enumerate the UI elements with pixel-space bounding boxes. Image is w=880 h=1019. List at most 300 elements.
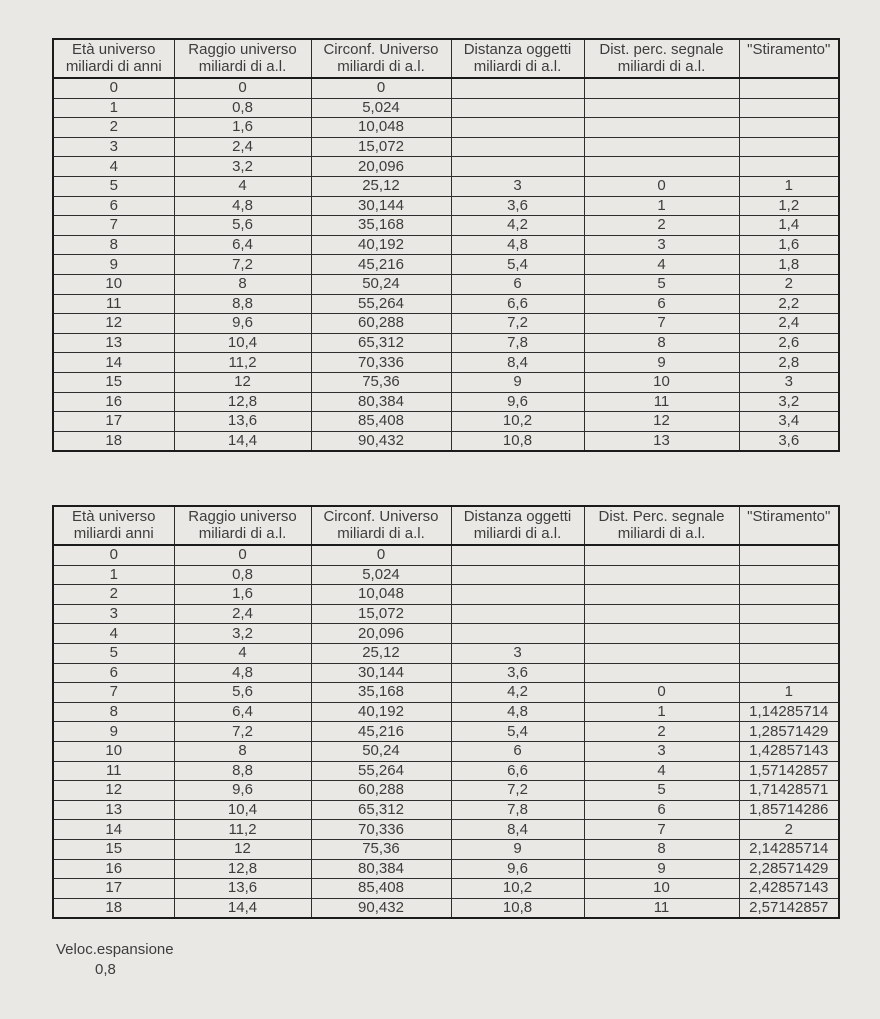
table-cell: 5,4 (451, 255, 584, 275)
table-cell: 1 (739, 176, 839, 196)
column-header (53, 39, 174, 78)
table-cell: 11 (53, 761, 174, 781)
table-cell: 0 (53, 78, 174, 98)
column-unit: miliardi di a.l. (198, 525, 287, 542)
table-cell: 35,168 (311, 216, 451, 236)
table-cell: 75,36 (311, 839, 451, 859)
table-cell (584, 663, 739, 683)
table-cell: 12 (53, 314, 174, 334)
table-cell: 0 (311, 545, 451, 565)
table-cell: 2 (584, 722, 739, 742)
table-cell (739, 663, 839, 683)
table-cell: 3,2 (174, 157, 311, 177)
table-cell: 4 (174, 643, 311, 663)
table-cell: 7,8 (451, 800, 584, 820)
table-cell: 2,6 (739, 333, 839, 353)
table-cell (451, 565, 584, 585)
table-cell (451, 624, 584, 644)
table-cell: 0 (53, 545, 174, 565)
table-cell (451, 545, 584, 565)
table-cell: 25,12 (311, 176, 451, 196)
table-cell: 3,6 (451, 196, 584, 216)
table-cell: 7 (584, 314, 739, 334)
table-row (53, 216, 839, 236)
table-cell (739, 98, 839, 118)
table-cell: 0,8 (174, 98, 311, 118)
table-row (53, 333, 839, 353)
table-cell: 5,6 (174, 216, 311, 236)
table-row (53, 663, 839, 683)
table-cell: 2,8 (739, 353, 839, 373)
table-cell: 3 (584, 741, 739, 761)
table-row (53, 820, 839, 840)
table-cell: 6 (584, 294, 739, 314)
table-cell: 2,14285714 (739, 839, 839, 859)
table-cell: 3 (53, 604, 174, 624)
table-row (53, 118, 839, 138)
column-header (311, 39, 451, 78)
table-cell: 10,2 (451, 412, 584, 432)
table-cell: 8 (174, 741, 311, 761)
table-cell: 4,2 (451, 683, 584, 703)
table-cell: 6 (451, 274, 584, 294)
column-header (451, 506, 584, 545)
table-cell: 5 (53, 176, 174, 196)
table-cell: 50,24 (311, 741, 451, 761)
table-cell: 7,2 (174, 255, 311, 275)
column-title: Raggio universo (188, 508, 297, 525)
table-cell: 17 (53, 879, 174, 899)
table-cell: 20,096 (311, 624, 451, 644)
table-cell: 2 (739, 274, 839, 294)
table-cell (584, 137, 739, 157)
table-cell: 10 (53, 741, 174, 761)
table-row (53, 392, 839, 412)
table-row (53, 624, 839, 644)
table-cell: 16 (53, 859, 174, 879)
table-cell (451, 137, 584, 157)
header-row (53, 39, 839, 78)
table-cell (739, 585, 839, 605)
table-cell (451, 98, 584, 118)
table-cell: 80,384 (311, 859, 451, 879)
table-cell: 8 (53, 702, 174, 722)
table-row (53, 353, 839, 373)
table-cell: 4,8 (451, 702, 584, 722)
table-cell: 30,144 (311, 663, 451, 683)
table-cell: 8 (584, 333, 739, 353)
table-row (53, 196, 839, 216)
table-cell: 5,4 (451, 722, 584, 742)
table-cell: 3,2 (174, 624, 311, 644)
table-cell: 15 (53, 839, 174, 859)
table-cell: 10,4 (174, 800, 311, 820)
table-cell: 80,384 (311, 392, 451, 412)
expansion-speed-value: 0,8 (95, 961, 116, 978)
table-row (53, 137, 839, 157)
table-cell (739, 643, 839, 663)
table-cell: 13 (584, 431, 739, 451)
table-cell: 35,168 (311, 683, 451, 703)
column-unit: miliardi di a.l. (473, 58, 562, 75)
column-title: Circonf. Universo (323, 508, 439, 525)
table-cell: 3,4 (739, 412, 839, 432)
table-cell: 7,2 (174, 722, 311, 742)
table-cell: 12 (174, 372, 311, 392)
column-header (311, 506, 451, 545)
table-cell: 4 (174, 176, 311, 196)
table-cell (451, 118, 584, 138)
table-cell: 60,288 (311, 781, 451, 801)
table-cell: 6 (53, 196, 174, 216)
table-cell: 11,2 (174, 820, 311, 840)
column-title: "Stiramento" (747, 508, 831, 525)
column-header (451, 39, 584, 78)
table-cell: 4 (53, 624, 174, 644)
table-cell: 55,264 (311, 761, 451, 781)
table-cell: 65,312 (311, 800, 451, 820)
table-row (53, 585, 839, 605)
table-row (53, 255, 839, 275)
table-cell: 14,4 (174, 898, 311, 918)
table-cell: 14,4 (174, 431, 311, 451)
table-row (53, 722, 839, 742)
table-cell (584, 585, 739, 605)
table-cell: 1,42857143 (739, 741, 839, 761)
table-cell: 2,4 (739, 314, 839, 334)
table-cell: 7 (584, 820, 739, 840)
column-unit: miliardi di a.l. (473, 525, 562, 542)
table-cell: 10,8 (451, 431, 584, 451)
table-row (53, 372, 839, 392)
table-cell: 0 (311, 78, 451, 98)
table-cell: 4 (584, 255, 739, 275)
table-row (53, 604, 839, 624)
table-cell: 9 (584, 859, 739, 879)
table-cell: 25,12 (311, 643, 451, 663)
table-cell (584, 78, 739, 98)
column-header (53, 506, 174, 545)
table-row (53, 839, 839, 859)
table-cell (451, 585, 584, 605)
table-cell: 10,4 (174, 333, 311, 353)
header-row (53, 506, 839, 545)
table-row (53, 702, 839, 722)
table-cell (739, 604, 839, 624)
table-cell: 12 (53, 781, 174, 801)
table-cell: 12 (584, 412, 739, 432)
table-cell (451, 78, 584, 98)
table-cell: 4,8 (451, 235, 584, 255)
table-cell: 5 (53, 643, 174, 663)
column-title: Età universo (72, 41, 156, 58)
table-cell: 13 (53, 333, 174, 353)
table-row (53, 761, 839, 781)
table-cell (739, 565, 839, 585)
table-cell (584, 98, 739, 118)
table-cell: 60,288 (311, 314, 451, 334)
table-cell: 65,312 (311, 333, 451, 353)
table-cell (739, 157, 839, 177)
table-cell: 2 (739, 820, 839, 840)
table-row (53, 176, 839, 196)
table-cell: 3,6 (451, 663, 584, 683)
table-cell: 1,14285714 (739, 702, 839, 722)
table-cell: 2,42857143 (739, 879, 839, 899)
table-cell: 2,2 (739, 294, 839, 314)
table-cell: 40,192 (311, 235, 451, 255)
table-cell: 4 (53, 157, 174, 177)
table-row (53, 898, 839, 918)
table-cell: 75,36 (311, 372, 451, 392)
table-cell: 7 (53, 216, 174, 236)
table-row (53, 879, 839, 899)
table-cell: 1,4 (739, 216, 839, 236)
table-cell: 85,408 (311, 412, 451, 432)
table-cell: 18 (53, 898, 174, 918)
table-cell: 10,2 (451, 879, 584, 899)
table-cell: 8,8 (174, 761, 311, 781)
column-title: Circonf. Universo (323, 41, 439, 58)
table-cell: 1 (584, 196, 739, 216)
column-title: Raggio universo (188, 41, 297, 58)
table-cell: 9 (451, 372, 584, 392)
table-cell (584, 545, 739, 565)
table-cell: 45,216 (311, 255, 451, 275)
table-row (53, 98, 839, 118)
column-unit: miliardi di a.l. (617, 58, 706, 75)
table-cell: 15,072 (311, 604, 451, 624)
table-cell: 13 (53, 800, 174, 820)
table-cell: 2,4 (174, 137, 311, 157)
table-cell: 2,4 (174, 604, 311, 624)
column-title: Età universo (72, 508, 156, 525)
table-cell (451, 157, 584, 177)
table-cell: 6 (451, 741, 584, 761)
table-cell (739, 78, 839, 98)
table-cell: 8,8 (174, 294, 311, 314)
table-cell: 1,6 (174, 118, 311, 138)
table-cell: 18 (53, 431, 174, 451)
table-cell: 8 (584, 839, 739, 859)
table-cell: 14 (53, 820, 174, 840)
table-row (53, 294, 839, 314)
universe-expansion-table-1 (52, 38, 840, 452)
table-cell: 17 (53, 412, 174, 432)
table-cell: 30,144 (311, 196, 451, 216)
table-cell: 0,8 (174, 565, 311, 585)
table-cell: 5 (584, 274, 739, 294)
table-cell: 3,6 (739, 431, 839, 451)
table-cell: 6,6 (451, 761, 584, 781)
column-title: Dist. perc. segnale (599, 41, 724, 58)
table-cell: 9 (584, 353, 739, 373)
table-cell: 0 (584, 683, 739, 703)
table-cell: 9 (451, 839, 584, 859)
table-cell: 6,4 (174, 702, 311, 722)
column-unit: miliardi di a.l. (617, 525, 706, 542)
table-cell: 0 (174, 78, 311, 98)
table-cell: 5,024 (311, 98, 451, 118)
table-row (53, 431, 839, 451)
table-cell: 90,432 (311, 898, 451, 918)
table-cell: 1,6 (174, 585, 311, 605)
table-cell: 2,28571429 (739, 859, 839, 879)
table-cell: 8 (53, 235, 174, 255)
table-cell: 40,192 (311, 702, 451, 722)
table-cell: 1,28571429 (739, 722, 839, 742)
table-row (53, 643, 839, 663)
table-cell: 4,2 (451, 216, 584, 236)
table-cell: 2,57142857 (739, 898, 839, 918)
table-cell: 1,6 (739, 235, 839, 255)
table-cell (739, 118, 839, 138)
table-cell: 3 (584, 235, 739, 255)
table-cell: 10,8 (451, 898, 584, 918)
table-cell: 1,8 (739, 255, 839, 275)
table-cell: 9,6 (451, 859, 584, 879)
table-cell: 10 (584, 372, 739, 392)
table-cell: 5 (584, 781, 739, 801)
table-cell (584, 604, 739, 624)
table-cell: 1 (53, 565, 174, 585)
column-title: "Stiramento" (747, 41, 831, 58)
table-cell: 10,048 (311, 118, 451, 138)
table-cell: 8 (174, 274, 311, 294)
column-title: Distanza oggetti (463, 41, 572, 58)
table-row (53, 741, 839, 761)
table-cell: 12 (174, 839, 311, 859)
table-cell: 14 (53, 353, 174, 373)
table-cell: 70,336 (311, 353, 451, 373)
column-unit: miliardi anni (73, 525, 154, 542)
table-row (53, 565, 839, 585)
table-cell: 45,216 (311, 722, 451, 742)
table-cell: 4 (584, 761, 739, 781)
table-cell: 7,2 (451, 314, 584, 334)
table-cell: 9 (53, 722, 174, 742)
table-row (53, 314, 839, 334)
table-cell: 20,096 (311, 157, 451, 177)
column-title: Distanza oggetti (463, 508, 572, 525)
table-cell: 70,336 (311, 820, 451, 840)
column-header (584, 39, 739, 78)
table-cell: 13,6 (174, 879, 311, 899)
table-cell: 3 (739, 372, 839, 392)
table-cell: 10,048 (311, 585, 451, 605)
table-cell: 9,6 (174, 314, 311, 334)
column-title: Dist. Perc. segnale (598, 508, 725, 525)
column-header (739, 39, 839, 78)
table-cell: 11 (584, 898, 739, 918)
column-unit: miliardi di a.l. (337, 525, 425, 542)
column-header (174, 39, 311, 78)
table-cell (584, 565, 739, 585)
table-row (53, 274, 839, 294)
column-header (584, 506, 739, 545)
table-cell: 10 (53, 274, 174, 294)
table-cell (739, 624, 839, 644)
table-cell: 90,432 (311, 431, 451, 451)
table-row (53, 412, 839, 432)
table-cell: 0 (174, 545, 311, 565)
table-cell: 12,8 (174, 392, 311, 412)
table-cell: 4,8 (174, 663, 311, 683)
table-2-header (53, 506, 839, 545)
table-cell (739, 545, 839, 565)
table-cell: 0 (584, 176, 739, 196)
table-cell: 9,6 (451, 392, 584, 412)
table-cell: 11,2 (174, 353, 311, 373)
table-row (53, 157, 839, 177)
table-cell: 2 (584, 216, 739, 236)
table-cell: 8,4 (451, 820, 584, 840)
table-cell: 7,8 (451, 333, 584, 353)
table-cell: 12,8 (174, 859, 311, 879)
table-cell: 16 (53, 392, 174, 412)
table-cell: 6 (53, 663, 174, 683)
table-cell: 55,264 (311, 294, 451, 314)
table-cell: 6,6 (451, 294, 584, 314)
table-cell: 85,408 (311, 879, 451, 899)
table-cell: 3 (451, 176, 584, 196)
table-cell: 3,2 (739, 392, 839, 412)
table-cell: 4,8 (174, 196, 311, 216)
column-unit: miliardi di a.l. (198, 58, 287, 75)
expansion-speed-label: Veloc.espansione (56, 941, 174, 958)
table-cell (451, 604, 584, 624)
table-cell: 2 (53, 585, 174, 605)
table-cell: 3 (451, 643, 584, 663)
table-cell: 15,072 (311, 137, 451, 157)
table-cell: 8,4 (451, 353, 584, 373)
column-unit: miliardi di anni (65, 58, 162, 75)
table-cell: 1,71428571 (739, 781, 839, 801)
table-cell: 50,24 (311, 274, 451, 294)
table-cell: 5,6 (174, 683, 311, 703)
table-cell: 11 (584, 392, 739, 412)
column-header (174, 506, 311, 545)
table-cell (584, 157, 739, 177)
table-row (53, 683, 839, 703)
table-cell: 13,6 (174, 412, 311, 432)
table-2-body (53, 545, 839, 918)
table-cell: 15 (53, 372, 174, 392)
table-cell: 1,85714286 (739, 800, 839, 820)
table-cell: 6,4 (174, 235, 311, 255)
table-cell: 7,2 (451, 781, 584, 801)
table-row (53, 545, 839, 565)
table-cell: 9,6 (174, 781, 311, 801)
table-1-body (53, 78, 839, 451)
table-cell: 1 (739, 683, 839, 703)
table-row (53, 800, 839, 820)
table-cell: 2 (53, 118, 174, 138)
table-cell: 1,2 (739, 196, 839, 216)
table-cell: 3 (53, 137, 174, 157)
table-row (53, 781, 839, 801)
table-row (53, 235, 839, 255)
column-header (739, 506, 839, 545)
table-row (53, 859, 839, 879)
table-cell (584, 624, 739, 644)
table-cell: 1 (53, 98, 174, 118)
table-cell: 10 (584, 879, 739, 899)
column-unit: miliardi di a.l. (337, 58, 425, 75)
table-row (53, 78, 839, 98)
table-cell: 9 (53, 255, 174, 275)
table-cell: 7 (53, 683, 174, 703)
